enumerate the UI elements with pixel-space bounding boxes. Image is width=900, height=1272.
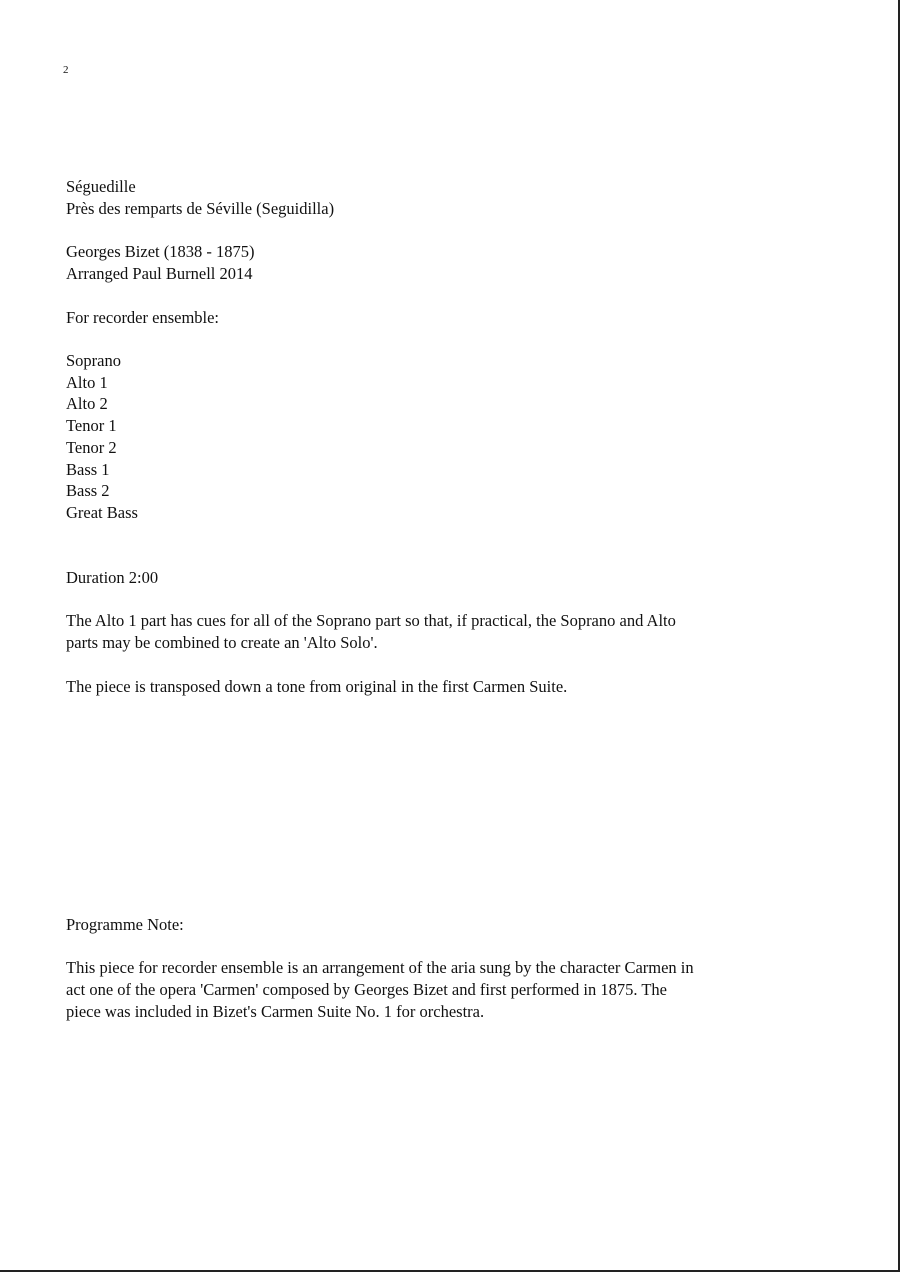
title-block [66, 176, 334, 220]
programme-note-heading: Programme Note: [66, 915, 184, 934]
instrument-item: Alto 2 [66, 394, 108, 414]
piece-title: Séguedille [66, 177, 136, 196]
piece-subtitle: Près des remparts de Séville (Seguidilla) [66, 199, 335, 218]
duration: Duration 2:00 [66, 568, 159, 587]
instrument-item: Alto 1 [66, 372, 108, 392]
programme-note-line: This piece for recorder ensemble is an arrangement of the aria sung by the character Carmen in [66, 958, 694, 977]
page-number: 2 [63, 64, 69, 76]
instrument-item: Bass 1 [66, 459, 110, 479]
instrument-item: Great Bass [66, 502, 138, 522]
instrument-item: Tenor 1 [66, 416, 117, 436]
programme-note-line: act one of the opera 'Carmen' composed by Georges Bizet and first performed in 1875. The [66, 980, 667, 999]
programme-note-text [66, 957, 694, 1023]
cues-note-line: The Alto 1 part has cues for all of the Soprano part so that, if practical, the Soprano and Alto [66, 611, 676, 630]
cues-note [66, 610, 676, 654]
instrument-item: Soprano [66, 351, 121, 370]
composer-credit: Georges Bizet (1838 - 1875) [66, 242, 255, 261]
ensemble-heading: For recorder ensemble: [66, 308, 220, 327]
instrument-list [66, 350, 138, 524]
instrument-item: Tenor 2 [66, 437, 117, 457]
credits-block [66, 241, 255, 285]
programme-note-line: piece was included in Bizet's Carmen Suite No. 1 for orchestra. [66, 1002, 485, 1021]
arranger-credit: Arranged Paul Burnell 2014 [66, 264, 253, 283]
transposition-note: The piece is transposed down a tone from original in the first Carmen Suite. [66, 677, 568, 696]
instrument-item: Bass 2 [66, 481, 110, 501]
cues-note-line: parts may be combined to create an 'Alto Solo'. [66, 633, 378, 652]
